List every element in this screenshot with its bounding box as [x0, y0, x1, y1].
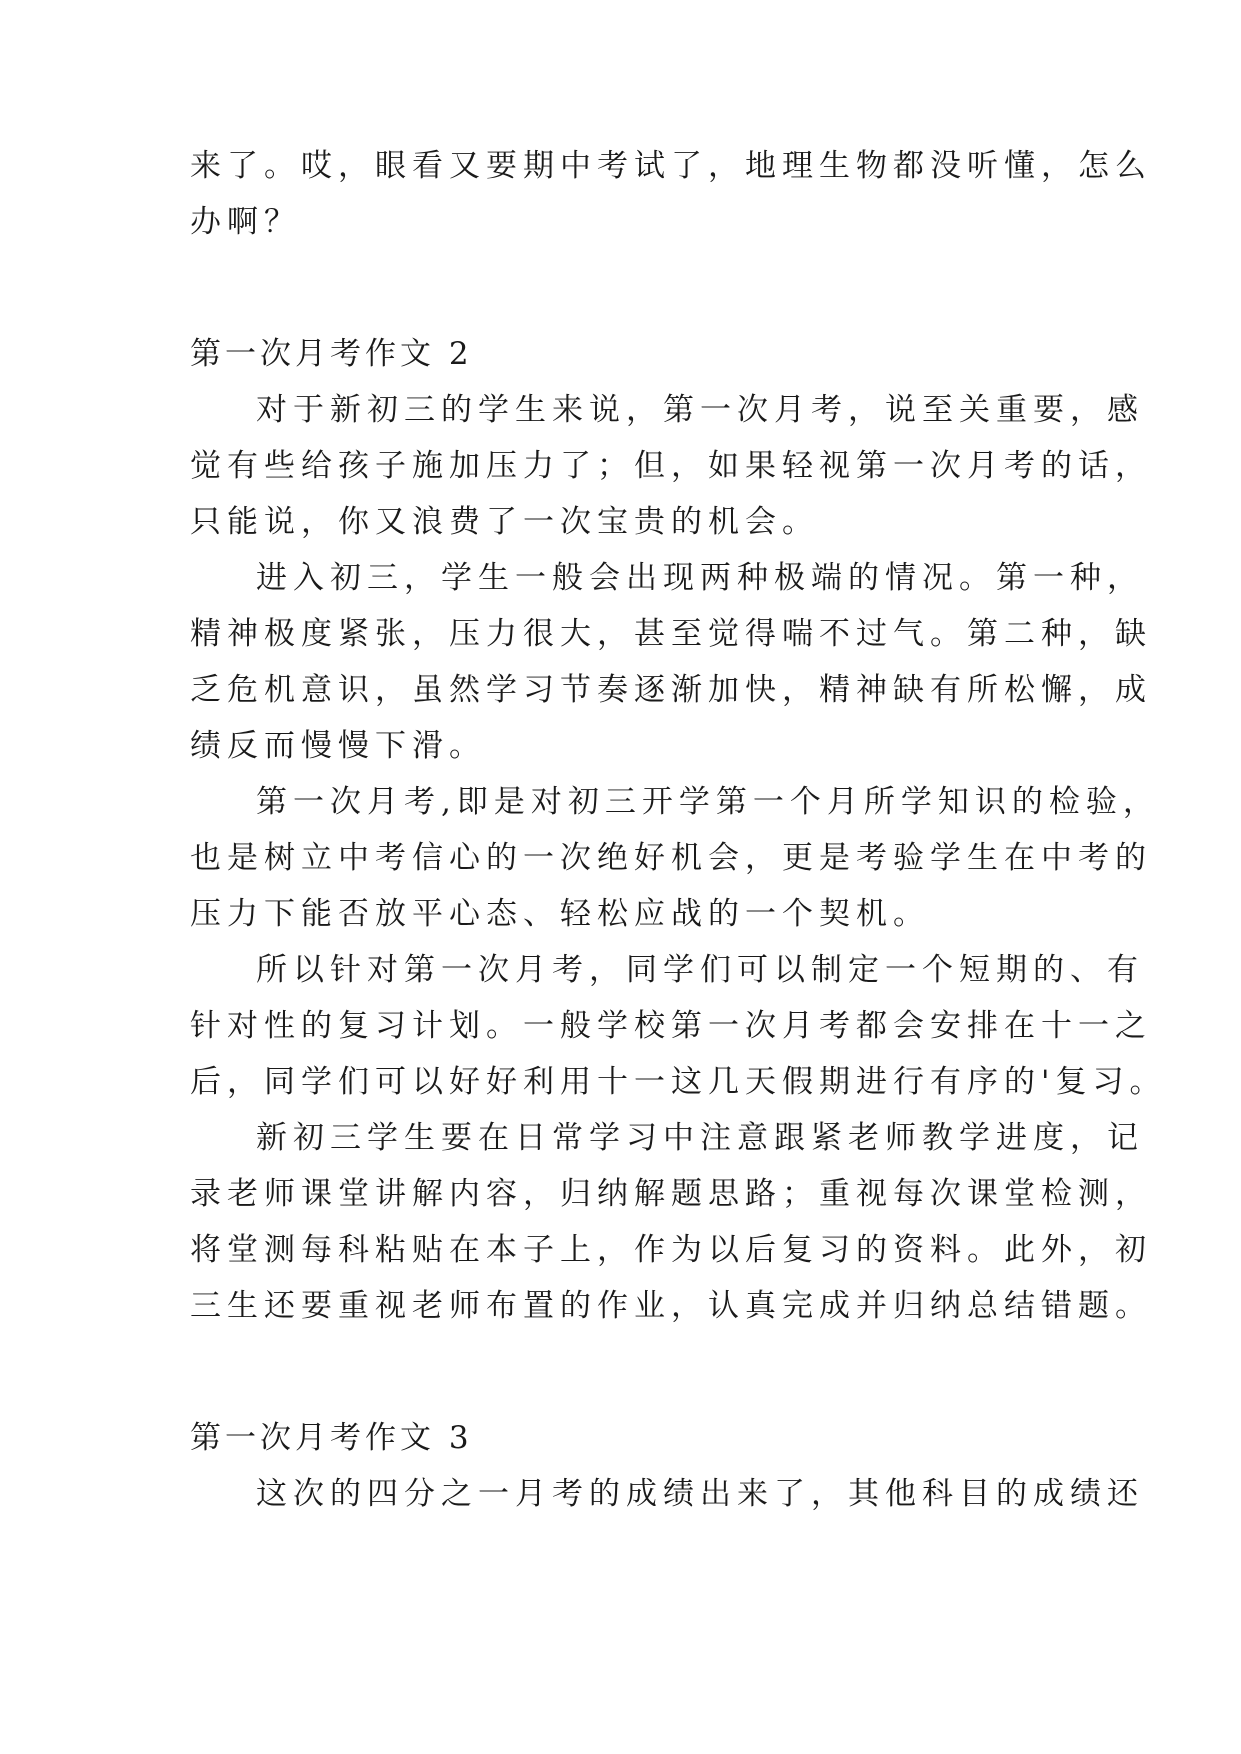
text-line: 录老师课堂讲解内容，归纳解题思路；重视每次课堂检测，: [190, 1176, 1152, 1212]
section-heading: 第一次月考作文 2: [190, 336, 473, 372]
text-line: 这次的四分之一月考的成绩出来了，其他科目的成绩还: [256, 1476, 1144, 1512]
text-line: 后，同学们可以好好利用十一这几天假期进行有序的'复习。: [190, 1064, 1167, 1100]
text-line: 绩反而慢慢下滑。: [190, 728, 486, 764]
section-heading: 第一次月考作文 3: [190, 1420, 473, 1456]
text-line: 三生还要重视老师布置的作业，认真完成并归纳总结错题。: [190, 1288, 1152, 1324]
text-line: 进入初三，学生一般会出现两种极端的情况。第一种，: [256, 560, 1144, 596]
text-line: 将堂测每科粘贴在本子上，作为以后复习的资料。此外，初: [190, 1232, 1152, 1268]
text-line: 压力下能否放平心态、轻松应战的一个契机。: [190, 896, 930, 932]
text-line: 精神极度紧张，压力很大，甚至觉得喘不过气。第二种，缺: [190, 616, 1152, 652]
text-line: 新初三学生要在日常学习中注意跟紧老师教学进度，记: [256, 1120, 1144, 1156]
text-line: 只能说，你又浪费了一次宝贵的机会。: [190, 504, 819, 540]
text-line: 乏危机意识，虽然学习节奏逐渐加快，精神缺有所松懈，成: [190, 672, 1152, 708]
text-line: 也是树立中考信心的一次绝好机会，更是考验学生在中考的: [190, 840, 1152, 876]
text-line: 办啊？: [190, 204, 301, 240]
text-line: 觉有些给孩子施加压力了；但，如果轻视第一次月考的话，: [190, 448, 1152, 484]
text-line: 针对性的复习计划。一般学校第一次月考都会安排在十一之: [190, 1008, 1152, 1044]
text-line: 来了。哎，眼看又要期中考试了，地理生物都没听懂，怎么: [190, 148, 1152, 184]
text-line: 对于新初三的学生来说，第一次月考，说至关重要，感: [256, 392, 1144, 428]
text-line: 第一次月考,即是对初三开学第一个月所学知识的检验，: [256, 784, 1160, 820]
text-line: 所以针对第一次月考，同学们可以制定一个短期的、有: [256, 952, 1144, 988]
